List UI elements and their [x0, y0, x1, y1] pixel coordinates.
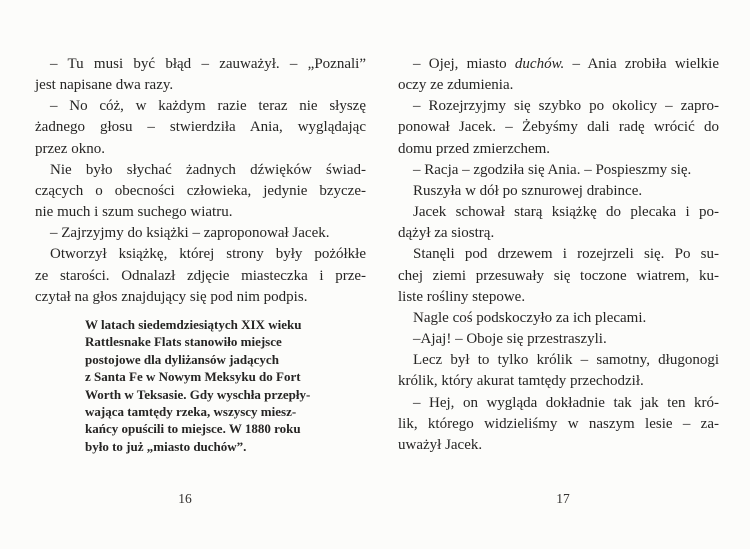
paragraph: [398, 393, 719, 456]
paragraph: [35, 223, 366, 244]
text-line: z Santa Fe w Nowym Meksyku do Fort: [85, 369, 301, 385]
page-number-left: 16: [178, 491, 192, 506]
text-line: – Zajrzyjmy do książki – zaproponował Jacek.: [50, 225, 330, 242]
text-line: W latach siedemdziesiątych XIX wieku: [85, 316, 302, 332]
paragraph: [398, 160, 719, 181]
text-line: Nagle coś podskoczyło za ich plecami.: [413, 309, 647, 326]
text-line: ze starości. Odnalazł zdjęcie miasteczka i prze-: [35, 267, 366, 284]
paragraph: [398, 329, 719, 350]
caption-block: [85, 316, 366, 455]
text-line: –Ajaj! – Oboje się przestraszyli.: [413, 331, 607, 348]
text-line: ponował Jacek. – Żebyśmy dali radę wrócić do: [398, 119, 719, 136]
text-line: Nie było słychać żadnych dźwięków świad-: [50, 161, 366, 178]
text-line: Stanęli pod drzewem i rozejrzeli się. Po su-: [413, 246, 719, 263]
paragraph: [398, 96, 719, 159]
left-page: [35, 54, 366, 455]
paragraph: [398, 244, 719, 307]
text-line: Rattlesnake Flats stanowiło miejsce: [85, 334, 282, 350]
text-line: królik, który akurat tamtędy przechodził.: [398, 373, 644, 390]
text-line: czących o obecności człowieka, jedynie bzycze-: [35, 182, 366, 199]
text-line: przez okno.: [35, 140, 105, 157]
text-line: – Rozejrzyjmy się szybko po okolicy – zapro-: [413, 98, 719, 115]
text-line: oczy ze zdumienia.: [398, 77, 514, 94]
text-line: dążył za siostrą.: [398, 225, 495, 242]
text-segment: – Ania zrobiła wielkie: [564, 56, 719, 72]
text-line: – Hej, on wygląda dokładnie tak jak ten kró-: [413, 394, 719, 411]
paragraph: [35, 160, 366, 223]
text-line: było to już „miasto duchów”.: [85, 438, 247, 454]
text-line: jest napisane dwa razy.: [35, 77, 174, 94]
page-number-right: 17: [556, 491, 570, 506]
paragraph: [398, 308, 719, 329]
text-segment: – Ojej, miasto: [413, 56, 515, 72]
text-line: – Racja – zgodziła się Ania. – Pospieszmy się.: [413, 161, 692, 178]
text-line: chej ziemi przesuwały się toczone wiatrem, ku-: [398, 267, 719, 284]
text-line: żadnego głosu – stwierdziła Ania, wyglądając: [35, 119, 366, 136]
text-line: Ruszyła w dół po sznurowej drabince.: [413, 182, 643, 199]
paragraph: [398, 202, 719, 244]
text-line: Otworzył książkę, której strony były pożółkłe: [50, 246, 366, 263]
italic-text: duchów.: [514, 56, 565, 72]
right-page: [398, 54, 719, 456]
paragraph: [35, 54, 366, 96]
paragraph: [398, 350, 719, 392]
text-line: Lecz był to tylko królik – samotny, długonogi: [413, 352, 719, 369]
text-line: domu przed zmierzchem.: [398, 140, 551, 157]
text-line: czytał na głos znajdujący się pod nim podpis.: [35, 288, 308, 305]
text-line: kańcy opuścili to miejsce. W 1880 roku: [85, 421, 301, 437]
text-line: – Tu musi być błąd – zauważył. – „Poznali”: [50, 56, 366, 72]
paragraph: [35, 96, 366, 159]
text-line: Worth w Teksasie. Gdy wyschła przepły-: [85, 386, 311, 402]
text-line: uważył Jacek.: [398, 436, 483, 453]
paragraph: [398, 181, 719, 202]
text-line: – No cóż, w każdym razie teraz nie słyszę: [50, 98, 366, 115]
text-line: wająca tamtędy rzeka, wszyscy miesz-: [85, 403, 297, 419]
paragraph: [35, 244, 366, 307]
text-line: postojowe dla dyliżansów jadących: [85, 351, 279, 367]
paragraph: [398, 54, 719, 96]
text-line: Jacek schował starą książkę do plecaka i po-: [413, 204, 719, 221]
text-line: lik, którego widzieliśmy w naszym lesie – za-: [398, 415, 719, 432]
text-line: nie much i szum suchego wiatru.: [35, 204, 233, 221]
text-line: [398, 54, 719, 75]
text-line: liste rośliny stepowe.: [398, 288, 526, 305]
